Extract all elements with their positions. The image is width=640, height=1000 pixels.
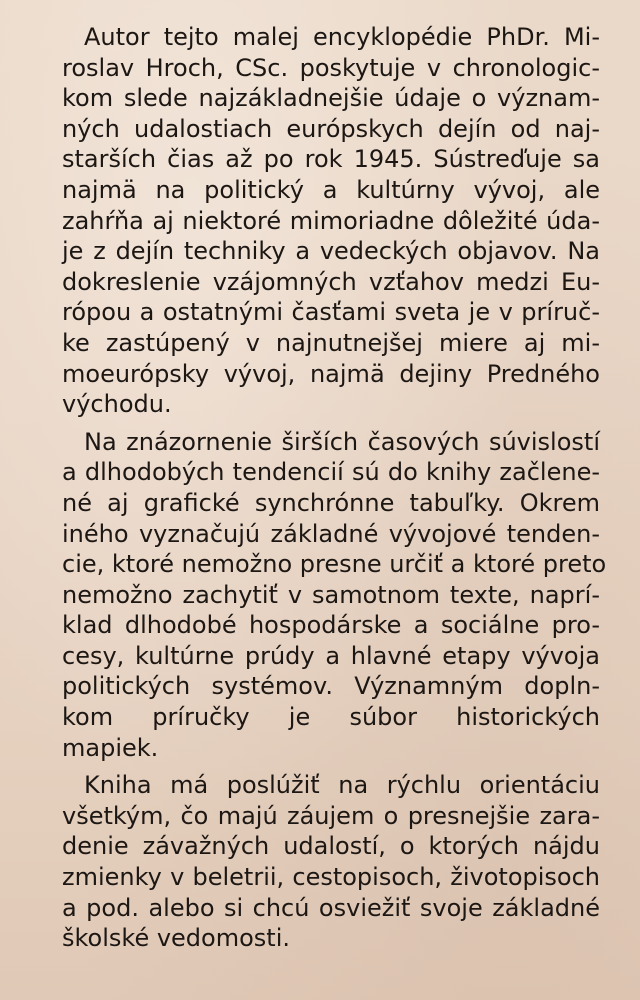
text-line: moeurópsky vývoj, najmä dejiny Predného <box>62 359 600 388</box>
text-line: zahŕňa aj niektoré mimoriadne dôležité úda- <box>62 206 600 235</box>
text-line: a dlhodobých tendencií sú do knihy začlene- <box>62 458 600 487</box>
text-line: klad dlhodobé hospodárske a sociálne pro- <box>62 611 600 640</box>
paragraph-2 <box>62 427 607 764</box>
text-line: cie, ktoré nemožno presne určiť a ktoré preto <box>62 550 607 579</box>
text-line: najmä na politický a kultúrny vývoj, ale <box>62 175 600 204</box>
text-line: cesy, kultúrne prúdy a hlavné etapy vývoja <box>62 641 600 670</box>
text-line: politických systémov. Významným dopln- <box>62 672 600 701</box>
text-line: mapiek. <box>62 733 159 762</box>
text-line: iného vyznačujú základné vývojové tenden- <box>62 519 600 548</box>
text-line: dokreslenie vzájomných vzťahov medzi Eu- <box>62 267 600 296</box>
text-line: je z dejín techniky a vedeckých objavov. Na <box>62 237 600 266</box>
text-line: denie závažných udalostí, o ktorých nájdu <box>62 832 600 861</box>
text-line: Kniha má poslúžiť na rýchlu orientáciu <box>84 771 600 800</box>
text-line: školské vedomosti. <box>62 924 290 953</box>
text-line: kom príručky je súbor historických <box>62 703 600 732</box>
text-line: nemožno zachytiť v samotnom texte, naprí- <box>62 580 600 609</box>
text-line: zmienky v beletrii, cestopisoch, životopisoch <box>62 863 600 892</box>
paragraph-3 <box>62 770 600 954</box>
text-line: Autor tejto malej encyklopédie PhDr. Mi- <box>84 23 600 51</box>
text-line: roslav Hroch, CSc. poskytuje v chronologic- <box>62 53 600 82</box>
text-line: né aj grafické synchrónne tabuľky. Okrem <box>62 488 600 517</box>
text-line: Na znázornenie širších časových súvislostí <box>84 427 600 456</box>
text-line: rópou a ostatnými časťami sveta je v príruč- <box>62 298 600 327</box>
text-line: kom slede najzákladnejšie údaje o význam- <box>62 84 600 113</box>
text-line: všetkým, čo majú záujem o presnejšie zara- <box>62 801 600 830</box>
text-line: ných udalostiach európskych dejín od naj- <box>62 114 600 143</box>
text-line: a pod. alebo si chcú osviežiť svoje základné <box>62 893 600 922</box>
text-line: starších čias až po rok 1945. Sústreďuje sa <box>62 145 600 174</box>
text-line: ke zastúpený v najnutnejšej miere aj mi- <box>62 328 600 357</box>
cover-blurb <box>62 22 607 961</box>
paragraph-1 <box>62 22 600 420</box>
text-line: východu. <box>62 390 172 419</box>
